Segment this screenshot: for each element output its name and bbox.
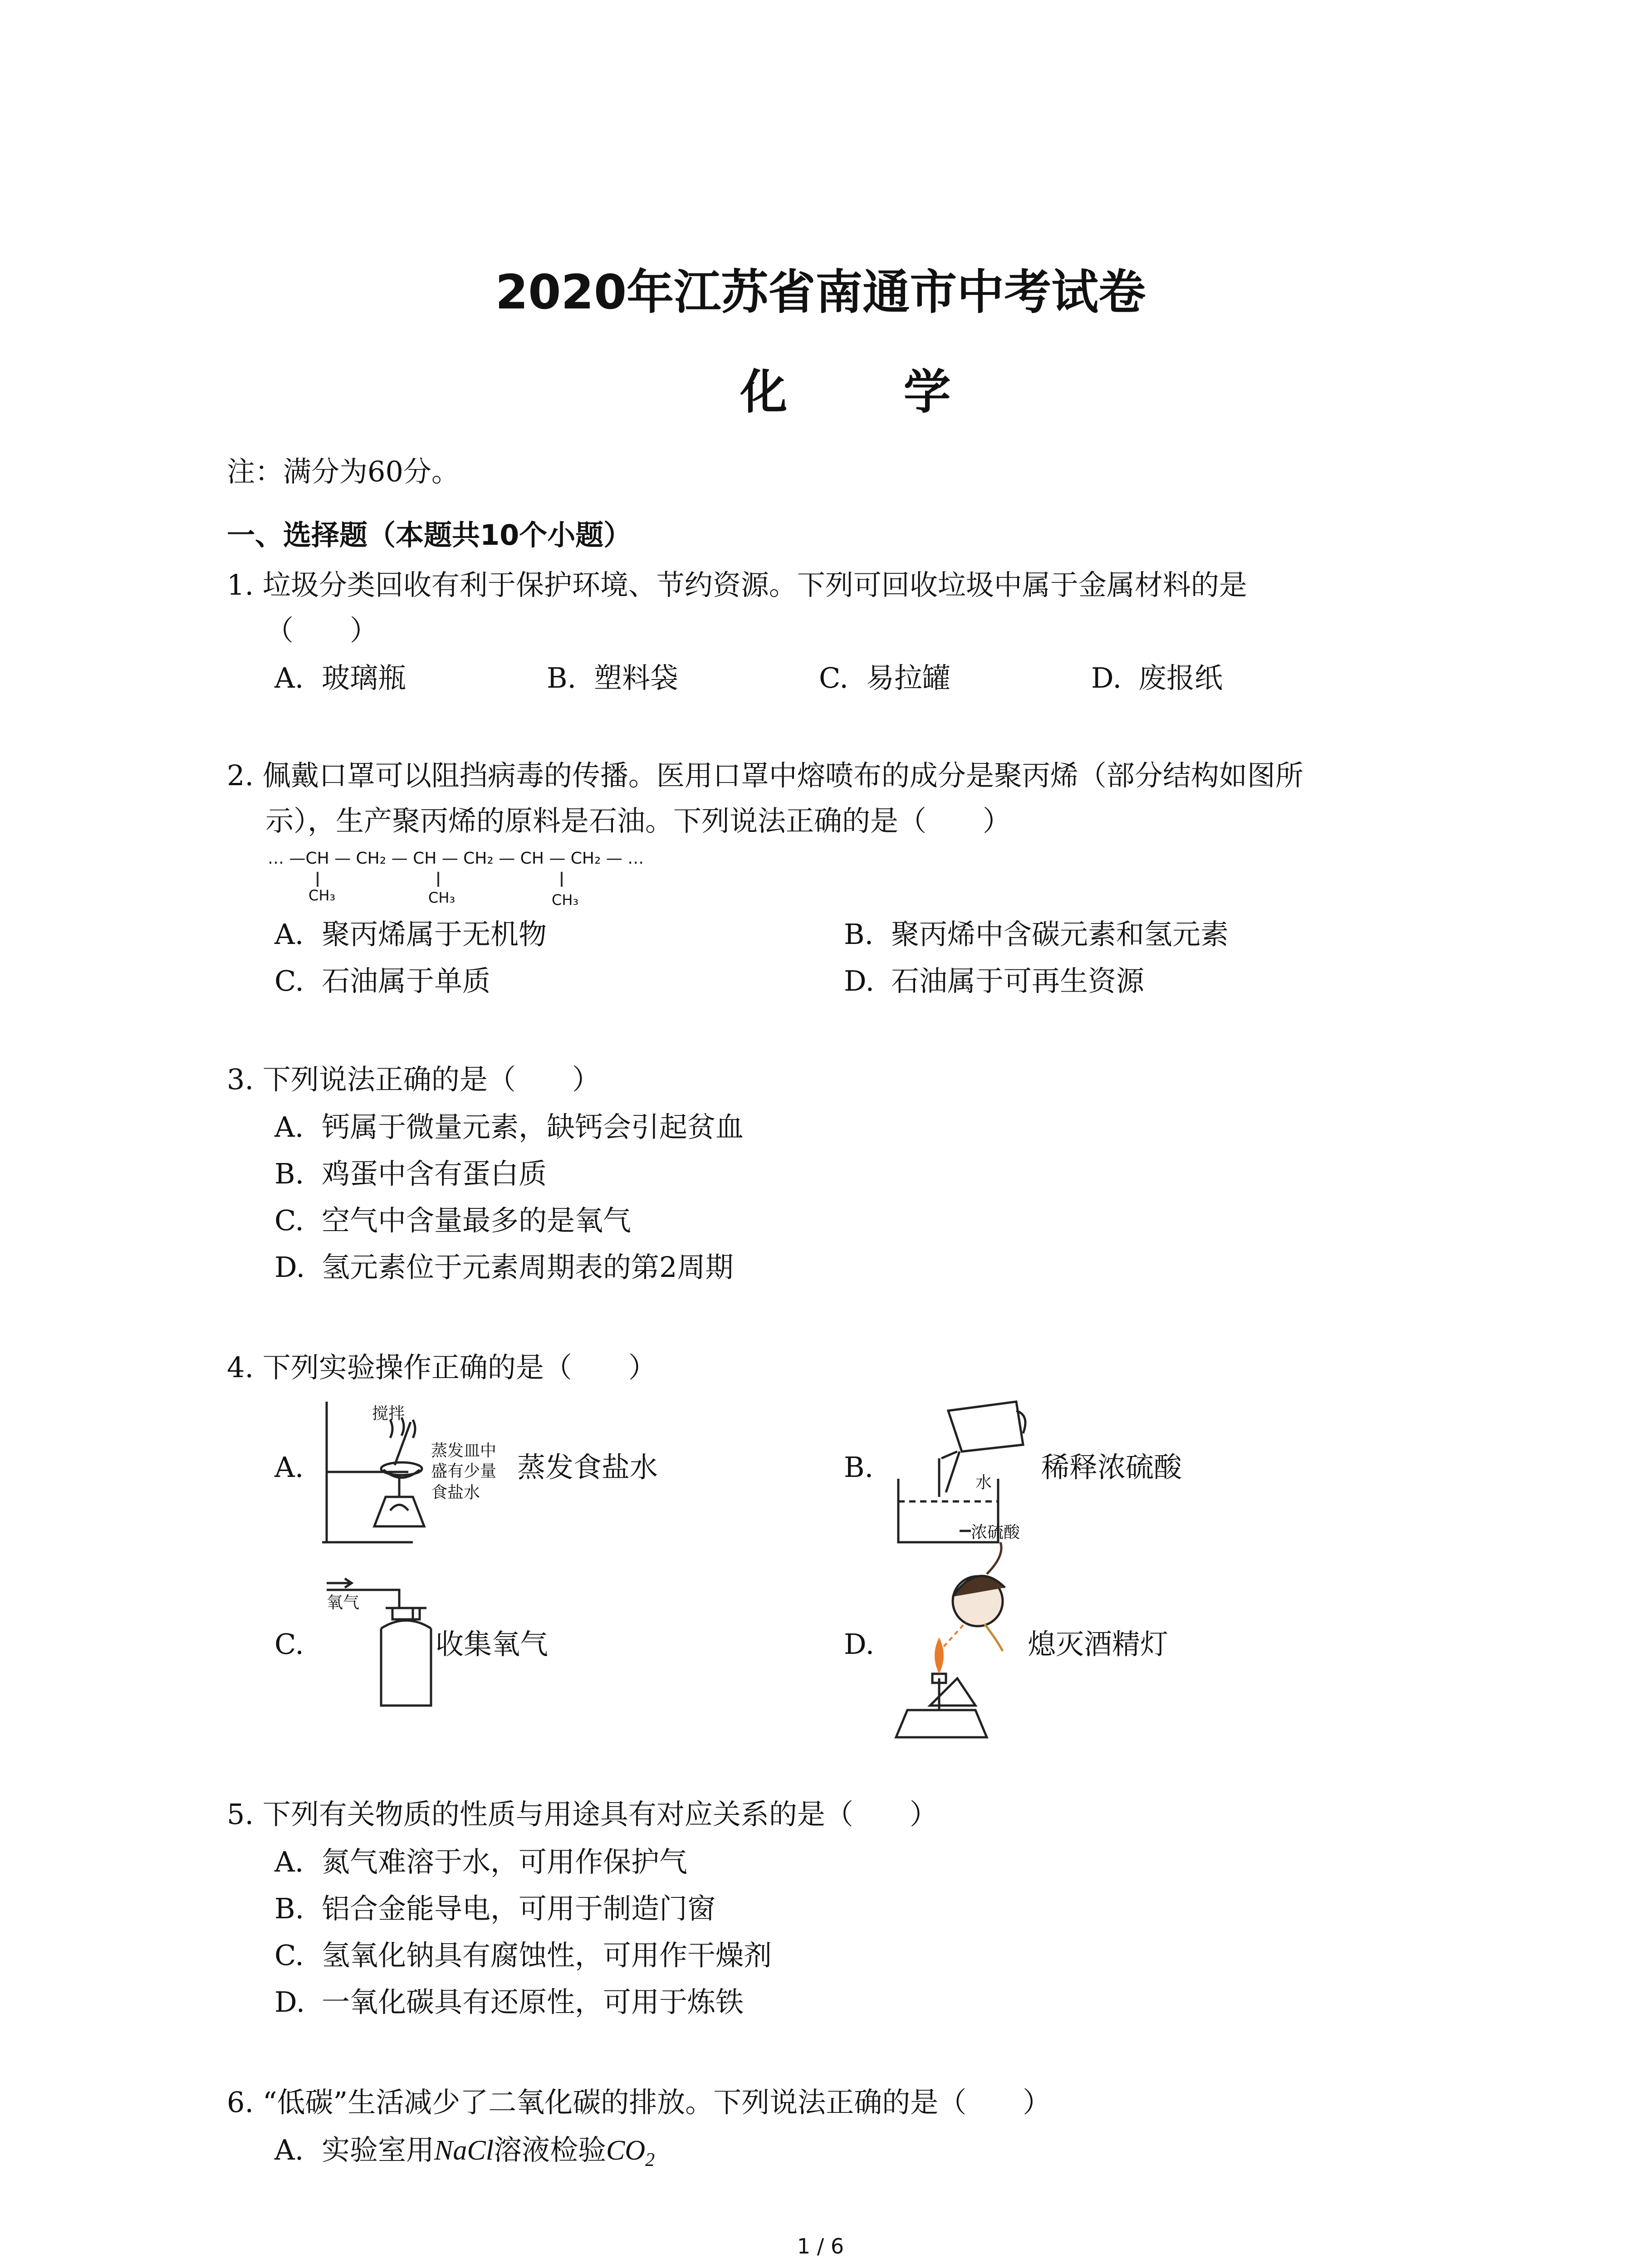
label-water: 水 [975, 1473, 992, 1492]
formula-co2: $CO_2$ [606, 2135, 655, 2170]
q3-stem: 3. 下列说法正确的是（ ） [227, 1063, 600, 1096]
q2-option-d: D. 石油属于可再生资源 [844, 964, 1145, 997]
score-note: 注：满分为60分。 [227, 455, 460, 488]
q4-stem: 4. 下列实验操作正确的是（ ） [227, 1351, 656, 1384]
polypropylene-chain: … —CH — CH₂ — CH — CH₂ — CH — CH₂ — … [268, 849, 644, 868]
q4-option-d-letter: D. [844, 1628, 875, 1661]
q5-option-a: A. 氮气难溶于水，可用作保护气 [274, 1845, 688, 1878]
q2-stem: 2. 佩戴口罩可以阻挡病毒的传播。医用口罩中熔喷布的成分是聚丙烯（部分结构如图所 [227, 759, 1303, 792]
label-acid: 浓硫酸 [971, 1523, 1020, 1542]
q1-option-c: C. 易拉罐 [819, 661, 951, 694]
q4-option-b-text: 稀释浓硫酸 [1041, 1451, 1182, 1484]
q5-option-d: D. 一氧化碳具有还原性，可用于炼铁 [274, 1985, 744, 2019]
branch-ch3-1: CH₃ [309, 887, 336, 904]
q2-option-a: A. 聚丙烯属于无机物 [274, 918, 547, 951]
q5-stem: 5. 下列有关物质的性质与用途具有对应关系的是（ ） [227, 1798, 938, 1831]
q3-option-c: C. 空气中含量最多的是氧气 [274, 1204, 632, 1237]
formula-nacl: NaCl [434, 2135, 494, 2166]
q1-stem-cont: （ ） [265, 614, 378, 647]
q4-option-c-letter: C. [274, 1628, 304, 1661]
q2-option-c: C. 石油属于单质 [274, 964, 491, 997]
branch-ch3-2: CH₃ [428, 889, 456, 906]
q1-option-a: A. 玻璃瓶 [274, 661, 407, 694]
q3-option-b: B. 鸡蛋中含有蛋白质 [274, 1157, 547, 1190]
q1-option-b: B. 塑料袋 [547, 661, 679, 694]
q4-option-a-text: 蒸发食盐水 [517, 1451, 658, 1484]
label-dish-2: 盛有少量 [431, 1462, 497, 1481]
q3-option-a: A. 钙属于微量元素，缺钙会引起贫血 [274, 1110, 744, 1144]
q5-option-b: B. 铝合金能导电，可用于制造门窗 [274, 1892, 716, 1925]
label-dish-3: 食盐水 [431, 1483, 480, 1502]
label-dish-1: 蒸发皿中 [431, 1442, 497, 1460]
q3-option-d: D. 氢元素位于元素周期表的第2周期 [274, 1251, 734, 1284]
section-heading: 一、选择题（本题共10个小题） [227, 518, 632, 552]
q2-option-b: B. 聚丙烯中含碳元素和氢元素 [844, 918, 1229, 951]
page-title: 2020年江苏省南通市中考试卷 [495, 264, 1146, 320]
label-stir: 搅拌 [372, 1404, 405, 1423]
q5-option-c: C. 氢氧化钠具有腐蚀性，可用作干燥剂 [274, 1939, 772, 1972]
branch-ch3-3: CH₃ [552, 891, 579, 909]
q1-stem: 1. 垃圾分类回收有利于保护环境、节约资源。下列可回收垃圾中属于金属材料的是 [227, 568, 1247, 601]
q4-option-c-text: 收集氧气 [436, 1628, 549, 1661]
q6-stem: 6. “低碳”生活减少了二氧化碳的排放。下列说法正确的是（ ） [227, 2086, 1051, 2119]
page-number: 1 / 6 [797, 2234, 844, 2258]
q4-option-d-text: 熄灭酒精灯 [1028, 1628, 1169, 1661]
q6-option-a: A. 实验室用NaCl溶液检验$CO_2$ [274, 2133, 655, 2170]
q1-option-d: D. 废报纸 [1091, 661, 1223, 694]
q4-option-a-letter: A. [274, 1451, 304, 1484]
q2-stem-cont: 示），生产聚丙烯的原料是石油。下列说法正确的是（ ） [265, 804, 1011, 837]
subject-title: 化 学 [740, 364, 1001, 420]
q4-option-b-letter: B. [844, 1451, 874, 1484]
label-oxygen: 氧气 [327, 1593, 360, 1612]
